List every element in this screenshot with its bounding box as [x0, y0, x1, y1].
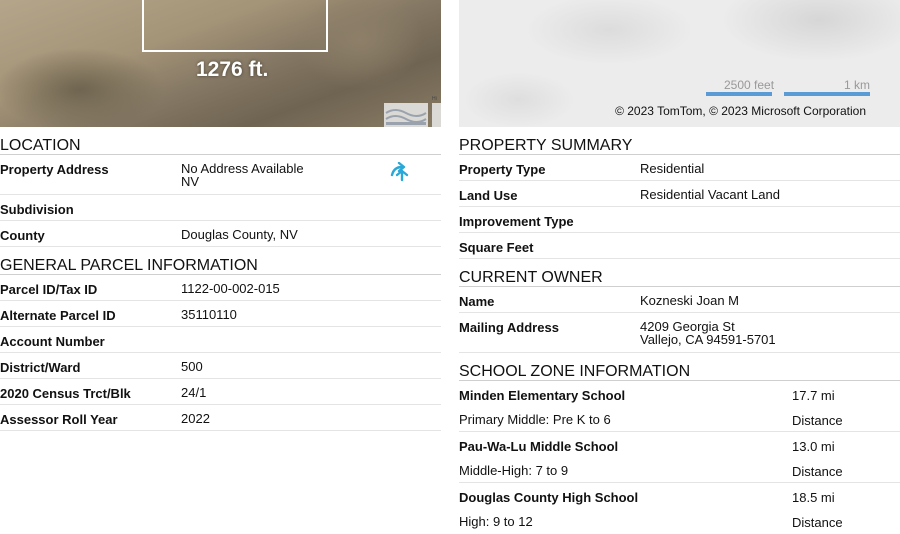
general-row	[0, 301, 441, 327]
summary-row	[459, 155, 900, 181]
parcel-dimension-label: 1276 ft.	[196, 58, 269, 81]
summary-row	[459, 233, 900, 259]
location-row-county	[0, 221, 441, 247]
school-grade-row	[459, 406, 900, 432]
school-row	[459, 432, 900, 457]
row-label: Improvement Type	[459, 214, 574, 229]
row-label: Subdivision	[0, 202, 74, 217]
address-line-2: NV	[181, 174, 200, 189]
location-section	[0, 127, 441, 247]
row-value: Residential Vacant Land	[640, 187, 780, 202]
distance-label: Distance	[792, 413, 843, 428]
row-label: Property Type	[459, 162, 546, 177]
map-logo-edge	[432, 103, 441, 127]
general-row	[0, 353, 441, 379]
school-distance: 17.7 mi	[792, 388, 835, 403]
scale-km-bar	[784, 92, 870, 96]
row-value: Kozneski Joan M	[640, 293, 739, 308]
owner-row-name	[459, 287, 900, 313]
row-value: 1122-00-002-015	[181, 281, 280, 296]
row-value: 24/1	[181, 385, 207, 400]
row-label: Property Address	[0, 162, 109, 177]
row-label: County	[0, 228, 45, 243]
school-name: Minden Elementary School	[459, 388, 626, 403]
summary-row	[459, 207, 900, 233]
school-grade-row	[459, 457, 900, 483]
row-label: Land Use	[459, 188, 518, 203]
distance-label: Distance	[792, 515, 843, 530]
share-arrow-icon[interactable]	[389, 162, 411, 185]
scale-feet-bar	[706, 92, 772, 96]
row-label: Mailing Address	[459, 320, 559, 335]
scale-feet-label: 2500 feet	[724, 78, 775, 92]
address-line-1: No Address Available	[181, 161, 304, 176]
general-row	[0, 405, 441, 431]
map-copyright: © 2023 TomTom, © 2023 Microsoft Corporation	[615, 104, 866, 118]
school-row	[459, 381, 900, 406]
school-distance: 18.5 mi	[792, 490, 835, 505]
row-label: Alternate Parcel ID	[0, 308, 116, 323]
parcel-outline	[142, 0, 328, 52]
general-parcel-section	[0, 247, 441, 431]
row-label: Account Number	[0, 334, 105, 349]
school-grade: Primary Middle: Pre K to 6	[459, 412, 611, 427]
row-value: 2022	[181, 411, 210, 426]
school-grade: High: 9 to 12	[459, 514, 533, 529]
school-name: Douglas County High School	[459, 490, 639, 505]
location-title: LOCATION	[0, 127, 441, 155]
row-label: Parcel ID/Tax ID	[0, 282, 98, 297]
summary-row	[459, 181, 900, 207]
road-map[interactable]	[459, 0, 900, 127]
row-label: Assessor Roll Year	[0, 412, 118, 427]
map-corner-text: Hi	[432, 96, 437, 102]
school-row	[459, 483, 900, 508]
general-row	[0, 275, 441, 301]
mailing-line-2: Vallejo, CA 94591-5701	[640, 332, 776, 347]
left-column	[0, 0, 441, 431]
general-row	[0, 327, 441, 353]
location-row-address	[0, 155, 441, 195]
right-column	[459, 0, 900, 534]
row-label: District/Ward	[0, 360, 81, 375]
owner-row-mailing	[459, 313, 900, 353]
row-label: Name	[459, 294, 495, 309]
distance-label: Distance	[792, 464, 843, 479]
school-zone-section	[459, 353, 900, 534]
school-name: Pau-Wa-Lu Middle School	[459, 439, 619, 454]
current-owner-title: CURRENT OWNER	[459, 259, 900, 287]
satellite-map[interactable]	[0, 0, 441, 127]
general-parcel-title: GENERAL PARCEL INFORMATION	[0, 247, 441, 275]
row-value: Residential	[640, 161, 705, 176]
row-label: Square Feet	[459, 240, 534, 255]
row-label: 2020 Census Trct/Blk	[0, 386, 131, 401]
row-value	[640, 320, 776, 346]
school-grade-row	[459, 508, 900, 534]
location-row-subdivision	[0, 195, 441, 221]
scale-km-label: 1 km	[844, 78, 871, 92]
school-grade: Middle-High: 7 to 9	[459, 463, 569, 478]
row-value: 500	[181, 359, 203, 374]
current-owner-section	[459, 259, 900, 353]
general-row	[0, 379, 441, 405]
school-zone-title: SCHOOL ZONE INFORMATION	[459, 353, 900, 381]
property-summary-title: PROPERTY SUMMARY	[459, 127, 900, 155]
row-value	[181, 162, 304, 188]
school-distance: 13.0 mi	[792, 439, 835, 454]
row-value: Douglas County, NV	[181, 227, 298, 242]
mailing-line-1: 4209 Georgia St	[640, 319, 735, 334]
row-value: 35110110	[181, 307, 237, 322]
property-summary-section	[459, 127, 900, 259]
map-logo-icon	[384, 103, 428, 127]
